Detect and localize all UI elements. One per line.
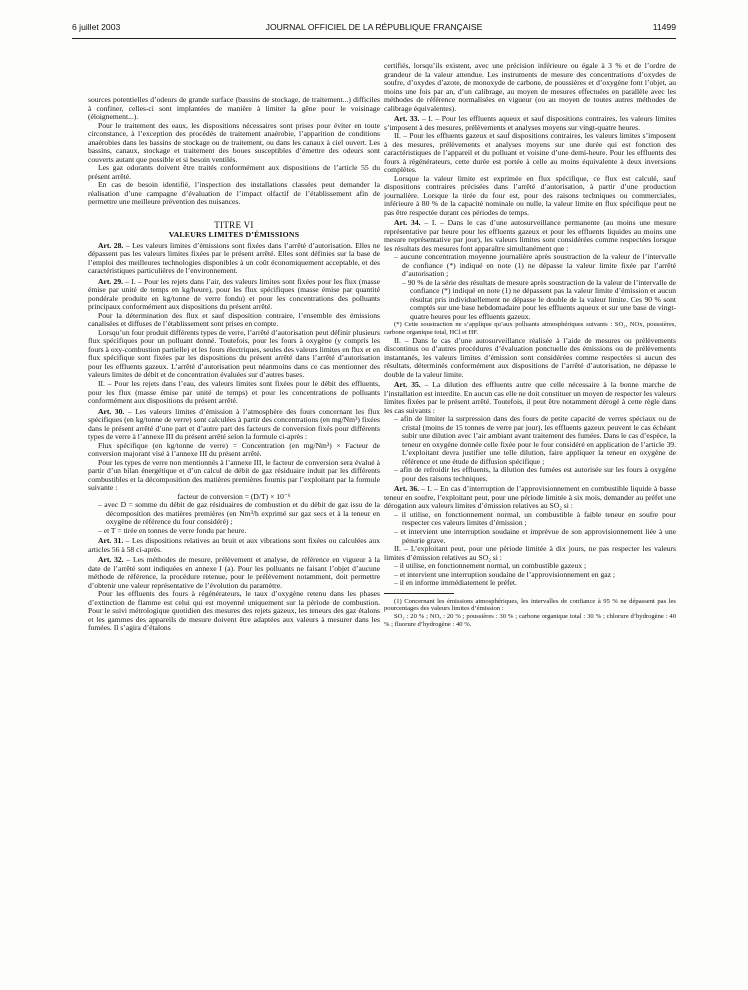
article-label: Art. 35. [394,380,421,390]
paragraph: certifiés, lorsqu’ils existent, avec une précision inférieure ou égale à 3 % et de l’ordre de grandeur de la valeur attendue. Les instruments de mesure des concentrations d’oxydes de soufre, d’oxydes d’azote, de monoxyde de carbone, de poussières et d’oxygène font l’objet, au moins une fois par an, d’un calibrage, au moyen de mesures effectuées en parallèle avec les méthodes de référence normalisées en vigueur (ou au moyen de toutes autres méthodes de calibrage équivalentes). [384,62,676,113]
article-label: Art. 29. [98,276,124,286]
note: (*) Cette soustraction ne s’applique qu’aux polluants atmosphériques suivants : SO₂, NOx, poussières, carbone organique total, HCl et HF. [384,321,676,337]
list-item: – il en informe immédiatement le préfet. [394,578,517,588]
paragraph: sources potentielles d’odeurs de grande surface (bassins de stockage, de traitement...) difficiles à confiner, celles-ci sont implantées de manière à limiter la gêne pour le voisinage (éloignement...). [88,96,380,122]
formula: facteur de conversion = (D/T) × 10⁻⁶ [177,491,291,501]
article-30 [88,408,380,442]
section-subtitle: VALEURS LIMITES D’ÉMISSIONS [168,230,300,240]
paragraph: Pour les effluents des fours à régénérateurs, le taux d’oxygène retenu dans les phases d’extinction de flamme est celui qui est moyenné uniquement sur la période de combustion. Pour le suivi métrologique quotidien des mesures des rejets gazeux, les teneurs des gaz étalons et les gammes des appareils de mesure doivent être adaptées aux valeurs à mesurer dans les fumées. Il s’agira d’étalons [88,589,380,633]
list-item: – afin de limiter la surpression dans des fours de petite capacité de verres spéciaux ou de cristal (moins de 15 tonnes de verre par jour), les effluents gazeux peuvent le cas échéant subir une dilution avec l’air ambiant avant traitement des fumées. Dans le cas d’espèce, la teneur en oxygène donnée celle fixée pour le four considéré en application de l’article 39. L’exploitant devra justifier une telle dilution, faire appliquer la teneur en oxygène de référence et une étude de diffusion spécifique ; [394,414,676,466]
list-item: – 90 % de la série des résultats de mesure après soustraction de la valeur de l’intervalle de confiance (*) indiqué en note (1) ne dépassent pas la valeur limite d’émission et aucun résultat pris individuellement ne dépasse le double de la valeur limite. Ces 90 % sont comptés sur une base hebdomadaire pour les effluents aqueux et sur une base de vingt-quatre heures pour les effluents gazeux. [402,277,676,321]
list-item: – avec D = somme du débit de gaz résiduaires de combustion et du débit de gaz issu de la décomposition des matières premières (en Nm³/h exprimé sur gaz secs et à la teneur en oxygène de référence du four considéré) ; [98,500,380,527]
article-33 [384,115,676,132]
paragraph: Les gaz odorants doivent être traités conformément aux dispositions de l’article 55 du présent arrêté. [88,163,380,181]
article-text: – I. – Dans le cas d’une autosurveillance permanente (au moins une mesure représentative par heure pour les effluents gazeux et pour les effluents liquides au moins une mesure représentative par jour), les valeurs limites sont considérées comme respectées lorsque les résultats des mesures font apparaître simultanément que : [384,218,676,253]
right-column [384,62,676,926]
paragraph: En cas de besoin identifié, l’inspection des installations classées peut demander la réalisation d’une campagne d’évaluation de l’impact olfactif de l’établissement afin de permettre une meilleure prévention des nuisances. [88,180,380,207]
list-item: – et intervient une interruption soudaine et imprévue de son approvisionnement liée à une pénurie grave. [394,527,676,545]
article-32 [88,556,380,590]
article-text: – Les méthodes de mesure, prélèvement et analyse, de référence en vigueur à la date de l’arrêté sont indiquées en annexe I (a). Pour les polluants ne faisant l’objet d’aucune méthode de référence, la procédure retenue, pour le prélèvement notamment, doit permettre d’obtenir une valeur représentative de l’évolution du paramètre. [88,555,380,590]
list-item: – afin de refroidir les effluents, la dilution des fumées est autorisée sur les fours à oxygène pour des raisons techniques. [394,465,676,483]
article-label: Art. 36. [394,484,420,494]
paragraph: Lorsque la valeur limite est exprimée en flux spécifique, ce flux est calculé, sauf dispositions contraires précisées dans l’arrêté d’autorisation, à partir d’une production journalière. Lorsque la tirée du four est, pour des raisons techniques ou commerciales, inférieure à 80 % de la capacité nominale ou nulle, la valeur limite en flux spécifique peut ne pas être respectée durant ces périodes de temps. [384,173,676,217]
article-28 [88,242,380,276]
paragraph: II. – Pour les effluents gazeux et sauf dispositions contraires, les valeurs limites s’imposent à des mesures, prélèvements et analyses moyens sur une durée qui est fonction des caractéristiques de l’appareil et du polluant et voisine d’une demi-heure. Pour les effluents des fours à régénérateurs, cette durée est portée à celle au moins équivalente à deux inversions complètes. [384,131,676,175]
header-journal-title: JOURNAL OFFICIEL DE LA RÉPUBLIQUE FRANÇAISE [265,22,483,32]
paragraph: II. – Dans le cas d’une autosurveillance réalisée à l’aide de mesures ou prélèvements discontinus ou d’autres procédures d’évaluation ponctuelle des émissions ou de prélèvements instantanés, les valeurs limites d’émission sont considérées comme respectées si aucun des résultats, déterminés conformément aux dispositions de l’arrêté d’autorisation, ne dépasse le double de la valeur limite. [384,335,676,379]
page-header [72,22,676,36]
article-text: – Les valeurs limites d’émission à l’atmosphère des fours concernant les flux spécifiques (en kg/tonne de verre) sont calculées à partir des concentrations (en mg/Nm³) fixées dans le présent arrêté d’une part et d’autre part des facteurs de conversion fixés pour différents types de verre à l’annexe III du présent arrêté selon la formule ci-après : [88,406,380,442]
article-label: Art. 28. [98,240,124,250]
article-35 [384,381,676,415]
article-label: Art. 34. [394,218,421,228]
paragraph: II. – Pour les rejets dans l’eau, des valeurs limites sont fixées pour le débit des effluents, pour les flux (masse émise par unité de temps) et pour les concentrations de polluants conformément aux dispositions du présent arrêté. [88,378,380,406]
list-item: – il utilise, en fonctionnement normal, un combustible à faible teneur en soufre pour respecter ces valeurs limites d’émission ; [394,509,676,528]
article-34 [384,219,676,253]
article-29 [88,278,380,312]
article-label: Art. 32. [98,555,124,565]
header-page-number: 11499 [652,22,676,32]
footnote: SO₂ : 20 % ; NOₓ : 20 % ; poussières : 30 % ; carbone organique total : 30 % ; chlorure d’hydrogène : 40 % ; fluorure d’hydrogène : 40 %. [384,613,676,628]
article-text: – I. – En cas d’interruption de l’approvisionnement en combustible liquide à basse teneur en soufre, l’exploitant peut, pour une période limitée à six mois, demander au préfet une dérogation aux valeurs limites d’émission relatives au SO₂ si : [384,484,676,511]
section-title: TITRE VI [214,219,254,230]
footnote-rule [384,593,454,594]
header-date: 6 juillet 2003 [72,22,121,32]
article-text: – I. – Pour les rejets dans l’air, des valeurs limites sont fixées pour les flux (masse émise par unité de temps en kg/heure), pour les flux spécifiques (masse émise par quantité pondérale produite en kg/tonne de verre fondu) et pour les concentrations des polluants principaux conformément aux dispositions du présent arrêté. [88,276,380,312]
list-item: – il utilise, en fonctionnement normal, un combustible gazeux ; [394,561,587,571]
header-rule [72,38,676,39]
article-text: – Les valeurs limites d’émissions sont fixées dans l’arrêté d’autorisation. Elles ne dépassent pas les valeurs limites fixées par le présent arrêté. Elles sont définies sur la base de l’emploi des meilleures technologies disponibles à un coût économiquement acceptable, et des caractéristiques particulières de l’environnement. [88,240,380,276]
article-label: Art. 30. [98,406,125,416]
article-text: – I. – Pour les effluents aqueux et sauf dispositions contraires, les valeurs limites s’imposent à des mesures, prélèvements et analyses moyens sur vingt-quatre heures. [384,114,676,132]
footnote: (1) Concernant les émissions atmosphériques, les intervalles de confiance à 95 % ne dépassent pas les pourcentages des valeurs limites d’émission : [384,597,676,613]
article-text: – Les dispositions relatives au bruit et aux vibrations sont fixées ou calculées aux articles 56 à 58 ci-après. [88,536,380,554]
paragraph: Pour le traitement des eaux, les dispositions nécessaires sont prises pour éviter en toute circonstance, à l’exception des procédés de traitement anaérobie, l’apparition de conditions anaérobies dans les bassins de stockage ou de traitement, ou dans les canaux à ciel ouvert. Les bassins, canaux, stockage et traitement des boues susceptibles d’émettre des odeurs sont couverts autant que possible et si besoin ventilés. [88,120,380,164]
paragraph: Lorsqu’un four produit différents types de verre, l’arrêté d’autorisation peut définir plusieurs flux spécifiques pour un polluant donné. Toutefois, pour les fours à oxygène (y compris les fours à oxy-combustion partielle) et les fours électriques, seules des valeurs limites en flux et en flux spécifique sont fixées par les dispositions du présent arrêté dans l’arrêté d’autorisation pour les effluents gazeux. L’arrêté d’autorisation peut néanmoins dans ce cas mentionner des valeurs limites de débit et de concentration évaluées sur d’autres bases. [88,327,380,380]
article-label: Art. 33. [394,114,420,124]
list-item: – et T = tirée en tonnes de verre fondu par heure. [98,525,247,535]
paragraph: Pour la détermination des flux et sauf disposition contraire, l’ensemble des émissions canalisées et diffuses de l’établissement sont prises en compte. [88,310,380,329]
article-label: Art. 31. [98,536,124,546]
list-item: – et intervient une interruption soudaine de l’approvisionnement en gaz ; [394,569,615,579]
paragraph: II. – L’exploitant peut, pour une période limitée à dix jours, ne pas respecter les valeurs limites d’émission relatives au SO₂ si : [384,544,676,562]
left-column [88,96,380,926]
list-item: – aucune concentration moyenne journalière après soustraction de la valeur de l’intervalle de confiance (*) indiqué en note (1) ne dépasse la valeur limite fixée par l’arrêté d’autorisation ; [394,252,676,279]
article-36 [384,485,676,511]
paragraph: Flux spécifique (en kg/tonne de verre) = Concentration (en mg/Nm³) × Facteur de conversion majorant visé à l’annexe III du présent arrêté. [88,440,380,459]
article-31 [88,537,380,554]
article-text: – La dilution des effluents autre que celle nécessaire à la bonne marche de l’installation est interdite. En aucun cas elle ne doit constituer un moyen de respecter les valeurs limites fixées par le présent arrêté. Toutefois, il peut être notamment dérogé à cette règle dans les cas suivants : [384,380,676,415]
paragraph: Pour les types de verre non mentionnés à l’annexe III, le facteur de conversion sera évalué à partir d’un bilan énergétique et d’un calcul de débit de gaz résiduaire induit par les différents combustibles et la décomposition des matières premières fournis par l’exploitant par la formule suivante : [88,457,380,493]
